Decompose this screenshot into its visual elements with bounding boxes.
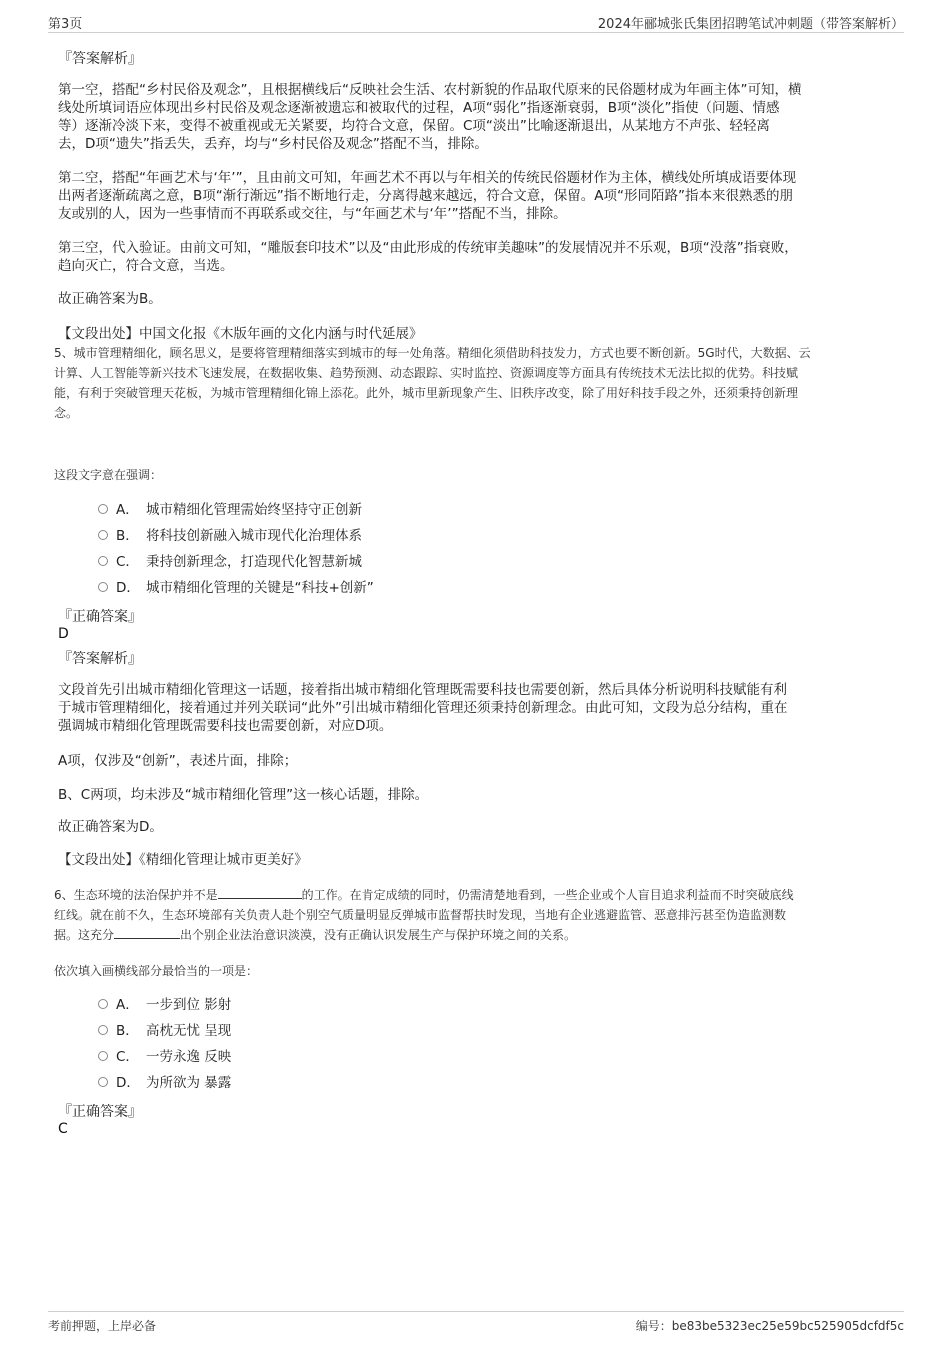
q5-analysis-label: 『答案解析』 — [58, 651, 142, 667]
q6-option-a[interactable]: A． 一步到位 影射 — [98, 995, 231, 1015]
document-id: 编号：be83be5323ec25e59bc525905dcfdf5c — [635, 1319, 904, 1333]
q6-option-b[interactable]: B． 高枕无忧 呈现 — [98, 1021, 231, 1041]
q6-answer-label: 『正确答案』 — [58, 1104, 142, 1120]
q5-option-b[interactable]: B． 将科技创新融入城市现代化治理体系 — [98, 526, 362, 546]
q4-analysis-para3: 第三空，代入验证。由前文可知，“雕版套印技术”以及“由此形成的传统审美趣味”的发展情况并不乐观，B项“没落”指衰败， 趋向灭亡，符合文意，当选。 — [58, 240, 798, 274]
q6-text: 6、生态环境的法治保护并不是 的工作。在肯定成绩的同时，仍需清楚地看到，一些企业或个人盲目追求利益而不时突破底线 红线。就在前不久，生态环境部有关负责人赴个别空气质量明显反弹城市监督帮扶时发现，当地有企业逃避监管、恶意排污甚至伪造监测数 据。这充分 出个别企业法治意识淡漠，没有正确认识发展生产与保护环境之间的关系。 — [54, 888, 794, 942]
page-header — [48, 10, 904, 33]
radio-icon[interactable] — [98, 530, 108, 540]
q4-source: 【文段出处】中国文化报《木版年画的文化内涵与时代延展》 — [58, 326, 423, 342]
q5-option-d[interactable]: D． 城市精细化管理的关键是“科技+创新” — [98, 578, 374, 598]
q5-option-c[interactable]: C． 秉持创新理念，打造现代化智慧新城 — [98, 552, 362, 572]
q5-answer-label: 『正确答案』 — [58, 609, 142, 625]
page-footer — [48, 1311, 904, 1334]
q5-conclusion: 故正确答案为D。 — [58, 819, 163, 835]
document-title: 2024年郦城张氏集团招聘笔试冲刺题（带答案解析） — [597, 17, 904, 32]
q5-analysis-bc: B、C两项，均未涉及“城市精细化管理”这一核心话题，排除。 — [58, 787, 429, 803]
q5-text: 5、城市管理精细化，顾名思义，是要将管理精细落实到城市的每一处角落。精细化须借助科技发力，方式也要不断创新。5G时代，大数据、云 计算、人工智能等新兴技术飞速发展，在数据收集、趋势预测、动态跟踪、实时监控、资源调度等方面具有传统技术无法比拟的优势。科技赋 能，有利于突破管理天花板，为城市管理精细化锦上添花。此外，城市里新现象产生、旧秩序改变，除了用好科技手段之外，还须秉持创新理 念。 — [54, 346, 811, 420]
radio-icon[interactable] — [98, 504, 108, 514]
q6-option-c[interactable]: C． 一劳永逸 反映 — [98, 1047, 231, 1067]
q4-analysis-para1: 第一空，搭配“乡村民俗及观念”，且根据横线后“反映社会生活、农村新貌的作品取代原来的民俗题材成为年画主体”可知，横 线处所填词语应体现出乡村民俗及观念逐渐被遗忘和被取代的过程，A项“弱化”指逐渐衰弱，B项“淡化”指使（问题、情感 等）逐渐冷淡下来，变得不被重视或无关紧要，均符合文意，保留。C项“淡出”比喻逐渐退出，从某地方不声张、轻轻离 去，D项“遗失”指丢失，丢弃，均与“乡村民俗及观念”搭配不当，排除。 — [58, 82, 802, 152]
q5-source: 【文段出处】《精细化管理让城市更美好》 — [58, 852, 308, 868]
radio-icon[interactable] — [98, 1025, 108, 1035]
radio-icon[interactable] — [98, 556, 108, 566]
q5-stem: 这段文字意在强调： — [54, 468, 163, 482]
radio-icon[interactable] — [98, 999, 108, 1009]
q4-conclusion: 故正确答案为B。 — [58, 291, 162, 307]
radio-icon[interactable] — [98, 1077, 108, 1087]
q5-option-a[interactable]: A． 城市精细化管理需始终坚持守正创新 — [98, 500, 362, 520]
radio-icon[interactable] — [98, 582, 108, 592]
footer-slogan: 考前押题，上岸必备 — [48, 1319, 157, 1333]
q5-answer: D — [58, 626, 69, 642]
q4-analysis-label: 『答案解析』 — [58, 51, 142, 67]
q6-option-d[interactable]: D． 为所欲为 暴露 — [98, 1073, 231, 1093]
q6-answer: C — [58, 1121, 68, 1137]
fill-blank-1 — [218, 886, 302, 899]
fill-blank-2 — [114, 926, 180, 939]
radio-icon[interactable] — [98, 1051, 108, 1061]
q5-analysis: 文段首先引出城市精细化管理这一话题，接着指出城市精细化管理既需要科技也需要创新，然后具体分析说明科技赋能有利 于城市管理精细化，接着通过并列关联词“此外”引出城市精细化管理还须秉持创新理念。由此可知，文段为总分结构，重在 强调城市精细化管理既需要科技也需要创新，对应D项。 — [58, 682, 788, 734]
page-number: 第3页 — [48, 17, 83, 32]
q6-stem: 依次填入画横线部分最恰当的一项是： — [54, 964, 259, 978]
q5-analysis-a: A项，仅涉及“创新”，表述片面，排除； — [58, 753, 298, 769]
q4-analysis-para2: 第二空，搭配“年画艺术与‘年’”，且由前文可知，年画艺术不再以与年相关的传统民俗题材作为主体，横线处所填成语要体现 出两者逐渐疏离之意，B项“渐行渐远”指不断地行走，分离得越来越远，符合文意，保留。A项“形同陌路”指本来很熟悉的朋 友或别的人，因为一些事情而不再联系或交往，与“年画艺术与‘年’”搭配不当，排除。 — [58, 170, 797, 222]
